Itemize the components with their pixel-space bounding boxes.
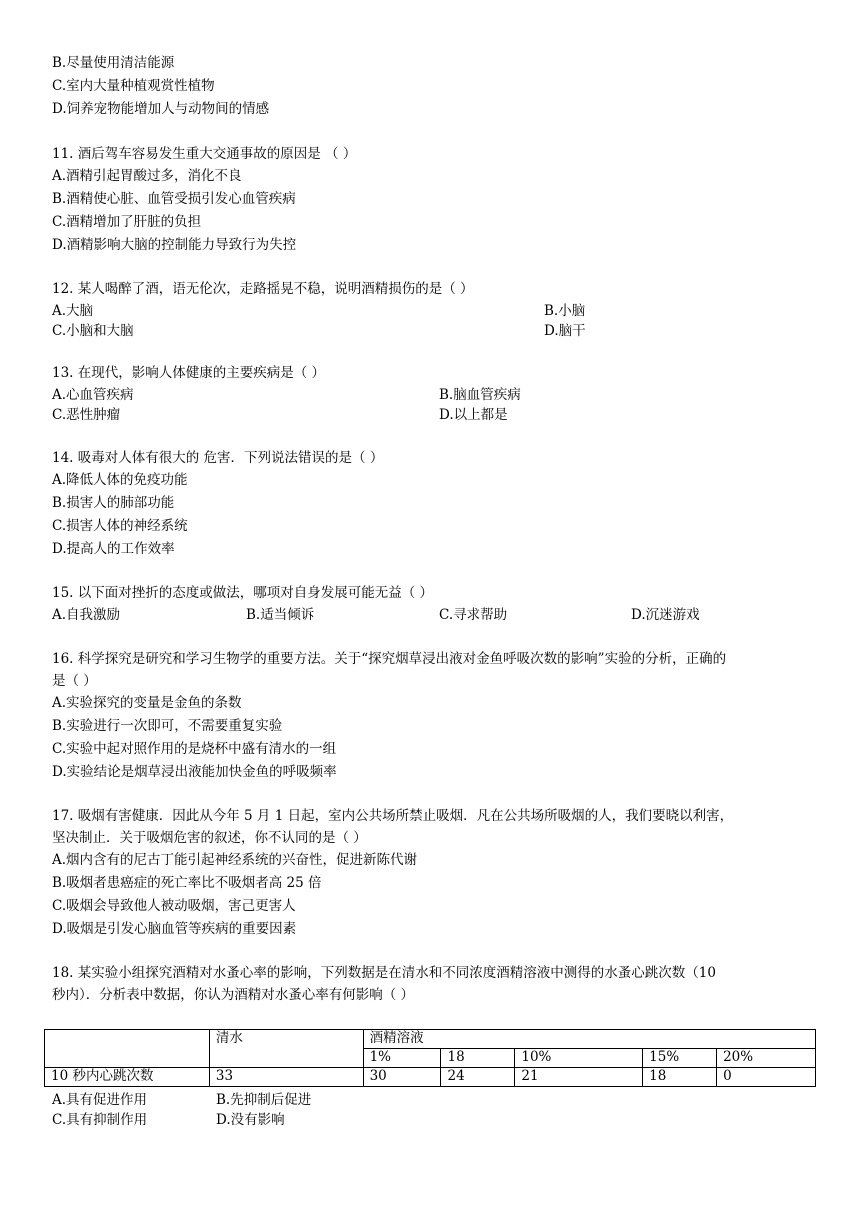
q13-stem: 13. 在现代，影响人体健康的主要疾病是（ ） [52, 365, 326, 381]
concentration-header: 20% [717, 1049, 816, 1068]
q13-option-c: C.恶性肿瘤 [52, 407, 121, 423]
q12-option-c: C.小脑和大脑 [52, 323, 134, 339]
q17-option-a: A.烟内含有的尼古丁能引起神经系统的兴奋性，促进新陈代谢 [52, 852, 418, 868]
prev-option-c: C.室内大量种植观赏性植物 [52, 78, 215, 94]
q17-stem-line1: 17. 吸烟有害健康．因此从今年 5 月 1 日起，室内公共场所禁止吸烟．凡在公共场所吸烟的人，我们要晓以利害， [52, 808, 734, 824]
q15-option-b: B.适当倾诉 [246, 607, 315, 623]
q17-option-c: C.吸烟会导致他人被动吸烟，害己更害人 [52, 898, 296, 914]
q15-option-d: D.沉迷游戏 [631, 607, 700, 623]
q12-option-d: D.脑干 [544, 323, 586, 339]
alcohol-value: 18 [643, 1068, 717, 1087]
q16-option-b: B.实验进行一次即可，不需要重复实验 [52, 718, 283, 734]
q14-stem: 14. 吸毒对人体有很大的 危害．下列说法错误的是（ ） [52, 450, 384, 466]
heart-rate-table [44, 1029, 816, 1087]
q13-option-a: A.心血管疾病 [52, 387, 134, 403]
q11-option-d: D.酒精影响大脑的控制能力导致行为失控 [52, 237, 297, 253]
prev-option-b: B.尽量使用清洁能源 [52, 55, 175, 71]
q16-stem-line2: 是（ ） [52, 673, 97, 689]
q16-option-c: C.实验中起对照作用的是烧杯中盛有清水的一组 [52, 741, 337, 757]
alcohol-value: 0 [717, 1068, 816, 1087]
prev-option-d: D.饲养宠物能增加人与动物间的情感 [52, 101, 270, 117]
q14-option-b: B.损害人的肺部功能 [52, 495, 175, 511]
q12-option-a: A.大脑 [52, 303, 94, 319]
table-row [45, 1030, 816, 1049]
q11-option-c: C.酒精增加了肝脏的负担 [52, 214, 202, 230]
q12-option-b: B.小脑 [544, 303, 586, 319]
q13-option-b: B.脑血管疾病 [439, 387, 521, 403]
alcohol-header: 酒精溶液 [363, 1030, 815, 1049]
q17-stem-line2: 坚决制止．关于吸烟危害的叙述，你不认同的是（ ） [52, 830, 367, 846]
q17-option-b: B.吸烟者患癌症的死亡率比不吸烟者高 25 倍 [52, 875, 322, 891]
q16-stem-line1: 16. 科学探究是研究和学习生物学的重要方法。关于“探究烟草浸出液对金鱼呼吸次数的影响”实验的分析，正确的 [52, 651, 727, 667]
q15-option-a: A.自我激励 [52, 607, 121, 623]
concentration-header: 10% [515, 1049, 643, 1068]
q11-option-b: B.酒精使心脏、血管受损引发心血管疾病 [52, 191, 296, 207]
q13-option-d: D.以上都是 [439, 407, 508, 423]
q18-option-b: B.先抑制后促进 [216, 1092, 312, 1108]
q14-option-c: C.损害人体的神经系统 [52, 518, 188, 534]
q18-stem-line2: 秒内）．分析表中数据，你认为酒精对水蚤心率有何影响（ ） [52, 987, 415, 1003]
table-corner-cell [45, 1030, 210, 1068]
q14-option-a: A.降低人体的免疫功能 [52, 472, 188, 488]
water-value: 33 [209, 1068, 363, 1087]
q11-option-a: A.酒精引起胃酸过多，消化不良 [52, 168, 242, 184]
water-header: 清水 [209, 1030, 363, 1068]
q18-option-c: C.具有抑制作用 [52, 1112, 148, 1128]
q15-option-c: C.寻求帮助 [439, 607, 508, 623]
table-row [45, 1068, 816, 1087]
row-label: 10 秒内心跳次数 [45, 1068, 210, 1087]
alcohol-value: 30 [363, 1068, 441, 1087]
q18-option-d: D.没有影响 [216, 1112, 285, 1128]
concentration-header: 1% [363, 1049, 441, 1068]
concentration-header: 15% [643, 1049, 717, 1068]
q18-stem-line1: 18. 某实验小组探究酒精对水蚤心率的影响，下列数据是在清水和不同浓度酒精溶液中测得的水蚤心跳次数（10 [52, 965, 716, 981]
q17-option-d: D.吸烟是引发心脑血管等疾病的重要因素 [52, 921, 297, 937]
q12-stem: 12. 某人喝醉了酒，语无伦次，走路摇晃不稳，说明酒精损伤的是（ ） [52, 281, 474, 297]
q11-stem: 11. 酒后驾车容易发生重大交通事故的原因是 （ ） [52, 146, 357, 162]
q18-option-a: A.具有促进作用 [52, 1092, 148, 1108]
concentration-header: 18 [441, 1049, 515, 1068]
alcohol-value: 21 [515, 1068, 643, 1087]
q16-option-d: D.实验结论是烟草浸出液能加快金鱼的呼吸频率 [52, 764, 337, 780]
q16-option-a: A.实验探究的变量是金鱼的条数 [52, 695, 242, 711]
alcohol-value: 24 [441, 1068, 515, 1087]
q15-stem: 15. 以下面对挫折的态度或做法，哪项对自身发展可能无益（ ） [52, 585, 434, 601]
q14-option-d: D.提高人的工作效率 [52, 541, 175, 557]
